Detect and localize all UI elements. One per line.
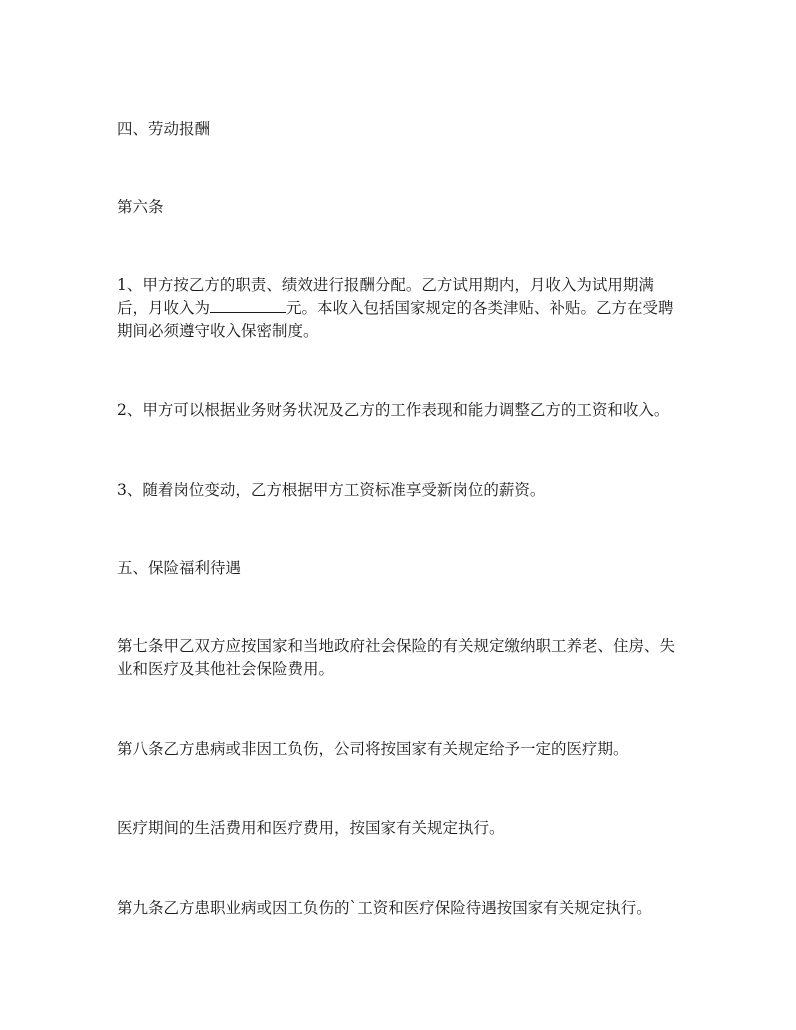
article-8-paragraph: 第八条乙方患病或非因工负伤，公司将按国家有关规定给予一定的医疗期。 [117, 740, 629, 758]
medical-period-paragraph: 医疗期间的生活费用和医疗费用，按国家有关规定执行。 [117, 819, 505, 837]
salary-blank-line [210, 297, 286, 313]
section-heading-labor-remuneration: 四、劳动报酬 [117, 120, 211, 138]
article-6-title: 第六条 [117, 198, 164, 216]
article-9-paragraph: 第九条乙方患职业病或因工负伤的`工资和医疗保险待遇按国家有关规定执行。 [117, 899, 652, 917]
clause-3-paragraph: 3、随着岗位变动，乙方根据甲方工资标准享受新岗位的薪资。 [117, 481, 546, 499]
clause-1-paragraph [117, 274, 681, 343]
clause-1-text-end: 元。本收入包括国家规定的各类津贴、补贴。乙方在受聘期间必须遵守收入保密制度。 [117, 299, 674, 340]
article-7-paragraph: 第七条甲乙双方应按国家和当地政府社会保险的有关规定缴纳职工养老、住房、失业和医疗及其他社会保险费用。 [117, 637, 676, 678]
clause-1-text-start: 1、甲方按乙方的职责、绩效进行报酬分配。乙方试用期内，月收入为试用期满后，月收入为 [117, 276, 654, 317]
section-heading-insurance-benefits: 五、保险福利待遇 [117, 559, 242, 577]
clause-2-paragraph: 2、甲方可以根据业务财务状况及乙方的工作表现和能力调整乙方的工资和收入。 [117, 401, 670, 419]
